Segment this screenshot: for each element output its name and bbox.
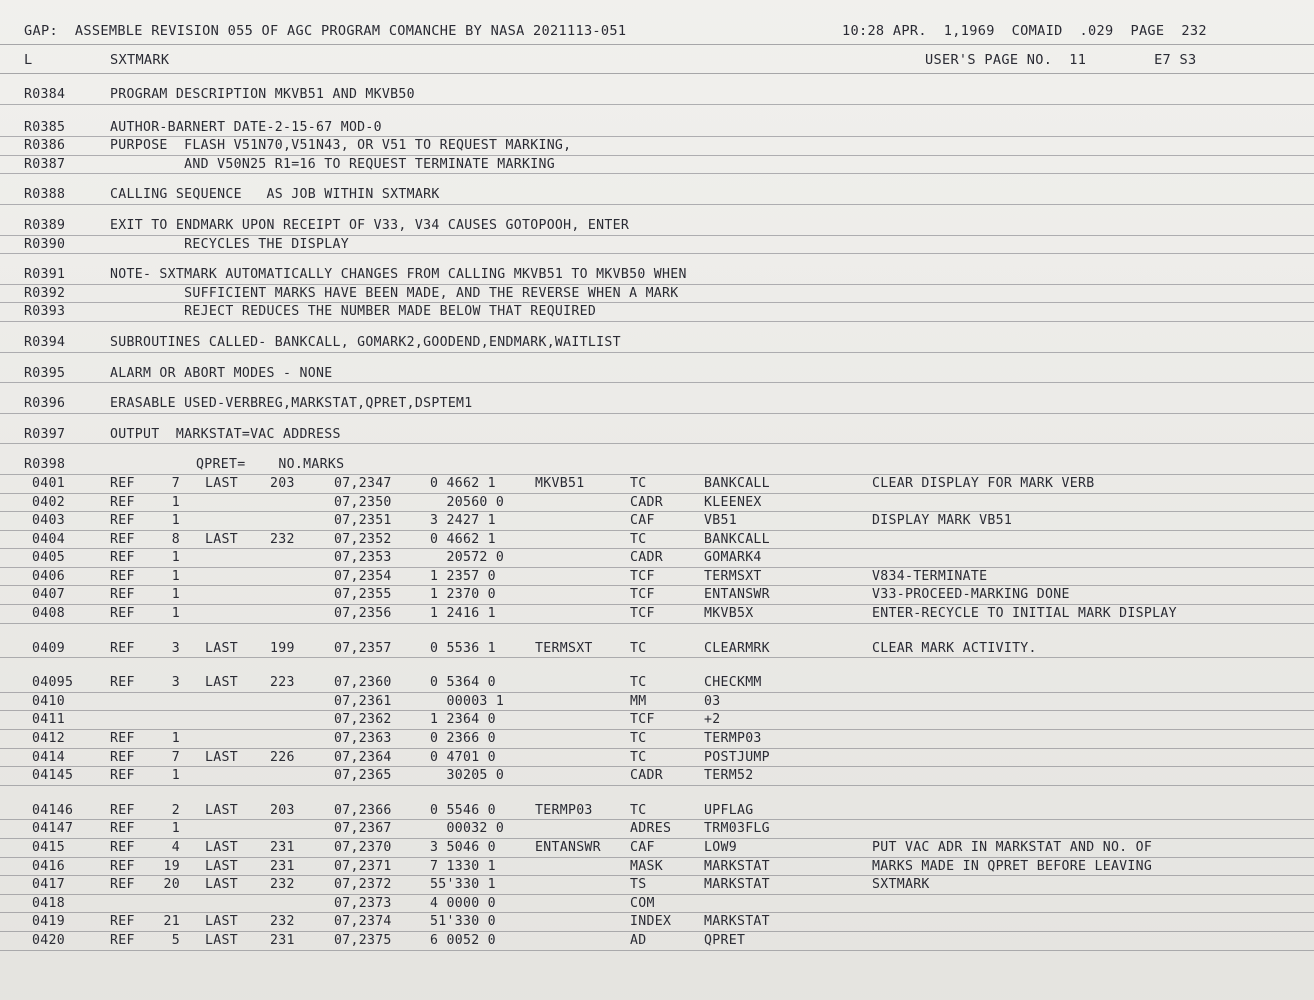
opcode: TC: [630, 749, 647, 765]
line-number: 04145: [32, 768, 74, 784]
equate-text: QPRET= NO.MARKS: [196, 457, 345, 473]
listing-row: [0, 711, 1314, 730]
last-page: 226: [270, 749, 295, 765]
octal-word: 55'330 1: [430, 877, 496, 893]
line-number: R0390: [24, 236, 66, 252]
label: TERMSXT: [535, 640, 593, 656]
comment: DISPLAY MARK VB51: [872, 513, 1013, 529]
opcode: CAF: [630, 513, 655, 529]
octal-word: 6 0052 0: [430, 932, 496, 948]
block-gap: [0, 353, 1314, 365]
block-gap: [0, 658, 1314, 674]
description-text: PROGRAM DESCRIPTION MKVB51 AND MKVB50: [110, 87, 415, 102]
line-number: 0403: [32, 513, 65, 529]
header-timestamp: 10:28 APR. 1,1969 COMAID .029 PAGE 232: [842, 23, 1207, 39]
ref-count: 2: [171, 802, 180, 818]
address: 07,2357: [334, 640, 392, 656]
ref-marker: REF: [110, 749, 135, 765]
opcode: TCF: [630, 606, 655, 622]
ref-marker: REF: [110, 821, 135, 837]
listing-row: [0, 156, 1314, 175]
address: 07,2374: [334, 914, 392, 930]
block-gap: [0, 383, 1314, 395]
line-number: R0392: [24, 285, 66, 301]
operand: MARKSTAT: [704, 914, 770, 930]
address: 07,2370: [334, 840, 392, 855]
operand: KLEENEX: [704, 494, 762, 510]
address: 07,2373: [334, 895, 392, 911]
line-number: R0391: [24, 267, 66, 283]
line-number: 0418: [32, 895, 65, 911]
line-number: R0397: [24, 426, 66, 442]
address: 07,2360: [334, 675, 392, 691]
listing-row: [0, 475, 1314, 494]
comment: CLEAR DISPLAY FOR MARK VERB: [872, 475, 1095, 491]
ref-marker: REF: [110, 550, 135, 566]
octal-word: 0 4701 0: [430, 749, 496, 765]
line-number: 0416: [32, 858, 65, 874]
last-marker: LAST: [205, 932, 238, 948]
opcode: TC: [630, 640, 647, 656]
listing-row: [0, 820, 1314, 839]
operand: TERM52: [704, 768, 754, 784]
listing-row: [0, 334, 1314, 353]
line-number: 0420: [32, 932, 65, 948]
operand: POSTJUMP: [704, 749, 770, 765]
ref-count: 4: [171, 840, 180, 855]
opcode: TCF: [630, 568, 655, 584]
opcode: COM: [630, 895, 655, 911]
line-number: 0401: [32, 475, 65, 491]
ref-marker: REF: [110, 475, 135, 491]
opcode: TC: [630, 675, 647, 691]
opcode: TS: [630, 877, 647, 893]
line-number: 0414: [32, 749, 65, 765]
ref-marker: REF: [110, 606, 135, 622]
ref-marker: REF: [110, 768, 135, 784]
listing-row: [0, 839, 1314, 858]
comment: MARKS MADE IN QPRET BEFORE LEAVING: [872, 858, 1153, 874]
operand: QPRET: [704, 932, 746, 948]
operand: MKVB5X: [704, 606, 754, 622]
description-text: OUTPUT MARKSTAT=VAC ADDRESS: [110, 426, 341, 442]
line-number: R0384: [24, 87, 66, 102]
opcode: CAF: [630, 840, 655, 855]
ref-marker: REF: [110, 640, 135, 656]
last-page: 232: [270, 914, 295, 930]
line-number: 0404: [32, 531, 65, 547]
operand: BANKCALL: [704, 531, 770, 547]
opcode: TCF: [630, 712, 655, 728]
ref-marker: REF: [110, 914, 135, 930]
block-gap: [0, 624, 1314, 640]
ref-count: 21: [163, 914, 180, 930]
line-number: 0411: [32, 712, 65, 728]
listing-row: [0, 674, 1314, 693]
listing-row: [0, 266, 1314, 285]
ref-count: 1: [171, 606, 180, 622]
ref-count: 8: [171, 531, 180, 547]
listing-row: [0, 236, 1314, 255]
last-marker: LAST: [205, 640, 238, 656]
address: 07,2365: [334, 768, 392, 784]
operand: +2: [704, 712, 721, 728]
ref-count: 1: [171, 731, 180, 747]
last-page: 231: [270, 932, 295, 948]
last-page: 231: [270, 840, 295, 855]
section-name: SXTMARK: [110, 52, 170, 68]
listing-row: [0, 119, 1314, 138]
label: MKVB51: [535, 475, 585, 491]
description-text: PURPOSE FLASH V51N70,V51N43, OR V51 TO REQUEST MARKING,: [110, 138, 572, 154]
listing-row: [0, 640, 1314, 659]
listing-row: [0, 494, 1314, 513]
octal-word: 7 1330 1: [430, 858, 496, 874]
listing-row: [0, 913, 1314, 932]
last-marker: LAST: [205, 877, 238, 893]
description-text: NOTE- SXTMARK AUTOMATICALLY CHANGES FROM CALLING MKVB51 TO MKVB50 WHEN: [110, 267, 687, 283]
line-number: R0388: [24, 187, 66, 203]
last-marker: LAST: [205, 914, 238, 930]
operand: MARKSTAT: [704, 877, 770, 893]
address: 07,2372: [334, 877, 392, 893]
address: 07,2367: [334, 821, 392, 837]
line-number: 04146: [32, 802, 74, 818]
ref-marker: REF: [110, 531, 135, 547]
last-marker: LAST: [205, 858, 238, 874]
last-page: 232: [270, 531, 295, 547]
line-number: 0417: [32, 877, 65, 893]
description-text: AND V50N25 R1=16 TO REQUEST TERMINATE MARKING: [110, 156, 555, 172]
header-line-2: [0, 47, 1314, 73]
operand: 03: [704, 693, 721, 709]
octal-word: 20572 0: [430, 550, 505, 566]
header-line-1: [0, 18, 1314, 44]
operand: CHECKMM: [704, 675, 762, 691]
listing-row: [0, 876, 1314, 895]
description-text: SUBROUTINES CALLED- BANKCALL, GOMARK2,GOODEND,ENDMARK,WAITLIST: [110, 334, 621, 350]
octal-word: 51'330 0: [430, 914, 496, 930]
ref-count: 19: [163, 858, 180, 874]
opcode: INDEX: [630, 914, 672, 930]
opcode: TCF: [630, 587, 655, 603]
octal-word: 0 5364 0: [430, 675, 496, 691]
line-number: R0385: [24, 119, 66, 135]
ref-count: 3: [171, 675, 180, 691]
address: 07,2363: [334, 731, 392, 747]
address: 07,2366: [334, 802, 392, 818]
address: 07,2362: [334, 712, 392, 728]
opcode: TC: [630, 802, 647, 818]
operand: LOW9: [704, 840, 737, 855]
comment: ENTER-RECYCLE TO INITIAL MARK DISPLAY: [872, 606, 1177, 622]
listing-row: [0, 186, 1314, 205]
listing-row: [0, 693, 1314, 712]
ref-count: 5: [171, 932, 180, 948]
label: ENTANSWR: [535, 840, 601, 855]
ref-count: 7: [171, 475, 180, 491]
listing-row: [0, 456, 1314, 475]
listing-row: [0, 137, 1314, 156]
listing-row: [0, 531, 1314, 550]
octal-word: 1 2357 0: [430, 568, 496, 584]
listing-row: [0, 730, 1314, 749]
line-number: R0393: [24, 304, 66, 320]
block-gap: [0, 205, 1314, 217]
block-gap: [0, 174, 1314, 186]
opcode: CADR: [630, 550, 663, 566]
address: 07,2351: [334, 513, 392, 529]
last-page: 232: [270, 877, 295, 893]
line-number: R0395: [24, 365, 66, 381]
last-page: 199: [270, 640, 295, 656]
operand: GOMARK4: [704, 550, 762, 566]
address: 07,2361: [334, 693, 392, 709]
description-text: EXIT TO ENDMARK UPON RECEIPT OF V33, V34 CAUSES GOTOPOOH, ENTER: [110, 217, 630, 233]
octal-word: 0 5546 0: [430, 802, 496, 818]
line-number: 0419: [32, 914, 65, 930]
block-gap: [0, 414, 1314, 426]
opcode: AD: [630, 932, 647, 948]
line-number: 04095: [32, 675, 74, 691]
address: 07,2354: [334, 568, 392, 584]
octal-word: 1 2370 0: [430, 587, 496, 603]
line-number: R0394: [24, 334, 66, 350]
ref-count: 7: [171, 749, 180, 765]
listing-row: [0, 365, 1314, 384]
opcode: CADR: [630, 768, 663, 784]
description-text: AUTHOR-BARNERT DATE-2-15-67 MOD-0: [110, 119, 382, 135]
address: 07,2350: [334, 494, 392, 510]
line-number: 0410: [32, 693, 65, 709]
header-title: GAP: ASSEMBLE REVISION 055 OF AGC PROGRAM COMANCHE BY NASA 2021113-051: [24, 23, 627, 39]
opcode: ADRES: [630, 821, 672, 837]
octal-word: 0 4662 1: [430, 531, 496, 547]
description-text: ERASABLE USED-VERBREG,MARKSTAT,QPRET,DSPTEM1: [110, 396, 473, 412]
listing-row: [0, 568, 1314, 587]
last-page: 231: [270, 858, 295, 874]
header-divider: [0, 44, 1314, 45]
comment: CLEAR MARK ACTIVITY.: [872, 640, 1037, 656]
ref-count: 20: [163, 877, 180, 893]
operand: ENTANSWR: [704, 587, 770, 603]
label: TERMP03: [535, 802, 593, 818]
listing-row: [0, 858, 1314, 877]
last-page: 203: [270, 475, 295, 491]
block-gap: [0, 74, 1314, 86]
listing-row: [0, 802, 1314, 821]
ref-marker: REF: [110, 840, 135, 855]
opcode: MASK: [630, 858, 663, 874]
octal-word: 0 2366 0: [430, 731, 496, 747]
ref-count: 1: [171, 768, 180, 784]
octal-word: 4 0000 0: [430, 895, 496, 911]
listing-row: [0, 303, 1314, 322]
listing-row: [0, 586, 1314, 605]
ref-count: 3: [171, 640, 180, 656]
octal-word: 30205 0: [430, 768, 505, 784]
line-number: 0415: [32, 840, 65, 855]
line-number: R0389: [24, 217, 66, 233]
line-number: 0407: [32, 587, 65, 603]
octal-word: 1 2364 0: [430, 712, 496, 728]
ref-marker: REF: [110, 932, 135, 948]
ref-marker: REF: [110, 731, 135, 747]
listing-row: [0, 749, 1314, 768]
ref-count: 1: [171, 494, 180, 510]
operand: BANKCALL: [704, 475, 770, 491]
listing-row: [0, 86, 1314, 105]
ref-marker: REF: [110, 513, 135, 529]
comment: SXTMARK: [872, 877, 930, 893]
octal-word: 0 4662 1: [430, 475, 496, 491]
opcode: TC: [630, 475, 647, 491]
ref-marker: REF: [110, 877, 135, 893]
operand: CLEARMRK: [704, 640, 770, 656]
line-number: 0402: [32, 494, 65, 510]
last-marker: LAST: [205, 531, 238, 547]
listing-body: [0, 74, 1314, 951]
last-marker: LAST: [205, 749, 238, 765]
address: 07,2355: [334, 587, 392, 603]
line-number: 0408: [32, 606, 65, 622]
description-text: SUFFICIENT MARKS HAVE BEEN MADE, AND THE REVERSE WHEN A MARK: [110, 285, 679, 301]
ref-marker: REF: [110, 494, 135, 510]
ref-count: 1: [171, 550, 180, 566]
address: 07,2353: [334, 550, 392, 566]
ref-count: 1: [171, 513, 180, 529]
listing-row: [0, 895, 1314, 914]
listing-row: [0, 426, 1314, 445]
opcode: TC: [630, 731, 647, 747]
opcode: TC: [630, 531, 647, 547]
description-text: RECYCLES THE DISPLAY: [110, 236, 349, 252]
ref-count: 1: [171, 568, 180, 584]
operand: VB51: [704, 513, 737, 529]
listing-row: [0, 395, 1314, 414]
address: 07,2371: [334, 858, 392, 874]
block-gap: [0, 322, 1314, 334]
listing-row: [0, 767, 1314, 786]
block-gap: [0, 254, 1314, 266]
operand: TRM03FLG: [704, 821, 770, 837]
listing-row: [0, 285, 1314, 304]
octal-word: 3 2427 1: [430, 513, 496, 529]
octal-word: 00032 0: [430, 821, 505, 837]
operand: UPFLAG: [704, 802, 754, 818]
operand: TERMP03: [704, 731, 762, 747]
opcode: CADR: [630, 494, 663, 510]
address: 07,2375: [334, 932, 392, 948]
operand: MARKSTAT: [704, 858, 770, 874]
line-number: R0387: [24, 156, 66, 172]
listing-row: [0, 512, 1314, 531]
ref-count: 1: [171, 821, 180, 837]
last-marker: LAST: [205, 802, 238, 818]
octal-word: 20560 0: [430, 494, 505, 510]
line-number: 0405: [32, 550, 65, 566]
last-page: 203: [270, 802, 295, 818]
comment: V834-TERMINATE: [872, 568, 988, 584]
line-number: 0409: [32, 640, 65, 656]
octal-word: 3 5046 0: [430, 840, 496, 855]
address: 07,2364: [334, 749, 392, 765]
last-marker: LAST: [205, 840, 238, 855]
ref-marker: REF: [110, 587, 135, 603]
address: 07,2356: [334, 606, 392, 622]
listing-row: [0, 217, 1314, 236]
ref-marker: REF: [110, 802, 135, 818]
octal-word: 0 5536 1: [430, 640, 496, 656]
line-number: R0386: [24, 138, 66, 154]
description-text: REJECT REDUCES THE NUMBER MADE BELOW THAT REQUIRED: [110, 304, 597, 320]
octal-word: 00003 1: [430, 693, 505, 709]
ref-marker: REF: [110, 858, 135, 874]
block-gap: [0, 444, 1314, 456]
description-text: ALARM OR ABORT MODES - NONE: [110, 365, 333, 381]
listing-row: [0, 605, 1314, 624]
block-gap: [0, 786, 1314, 802]
octal-word: 1 2416 1: [430, 606, 496, 622]
listing-row: [0, 549, 1314, 568]
address: 07,2352: [334, 531, 392, 547]
opcode: MM: [630, 693, 647, 709]
operand: TERMSXT: [704, 568, 762, 584]
user-page-number: USER'S PAGE NO. 11 E7 S3: [925, 52, 1197, 68]
last-marker: LAST: [205, 475, 238, 491]
description-text: CALLING SEQUENCE AS JOB WITHIN SXTMARK: [110, 187, 440, 203]
line-number: 0406: [32, 568, 65, 584]
ref-marker: REF: [110, 675, 135, 691]
section-code: L: [24, 52, 33, 68]
ref-count: 1: [171, 587, 180, 603]
address: 07,2347: [334, 475, 392, 491]
block-gap: [0, 105, 1314, 119]
line-number: 0412: [32, 731, 65, 747]
comment: PUT VAC ADR IN MARKSTAT AND NO. OF: [872, 840, 1153, 855]
comment: V33-PROCEED-MARKING DONE: [872, 587, 1070, 603]
last-page: 223: [270, 675, 295, 691]
line-number: 04147: [32, 821, 74, 837]
line-number: R0398: [24, 457, 66, 473]
ref-marker: REF: [110, 568, 135, 584]
listing-row: [0, 932, 1314, 951]
line-number: R0396: [24, 396, 66, 412]
last-marker: LAST: [205, 675, 238, 691]
